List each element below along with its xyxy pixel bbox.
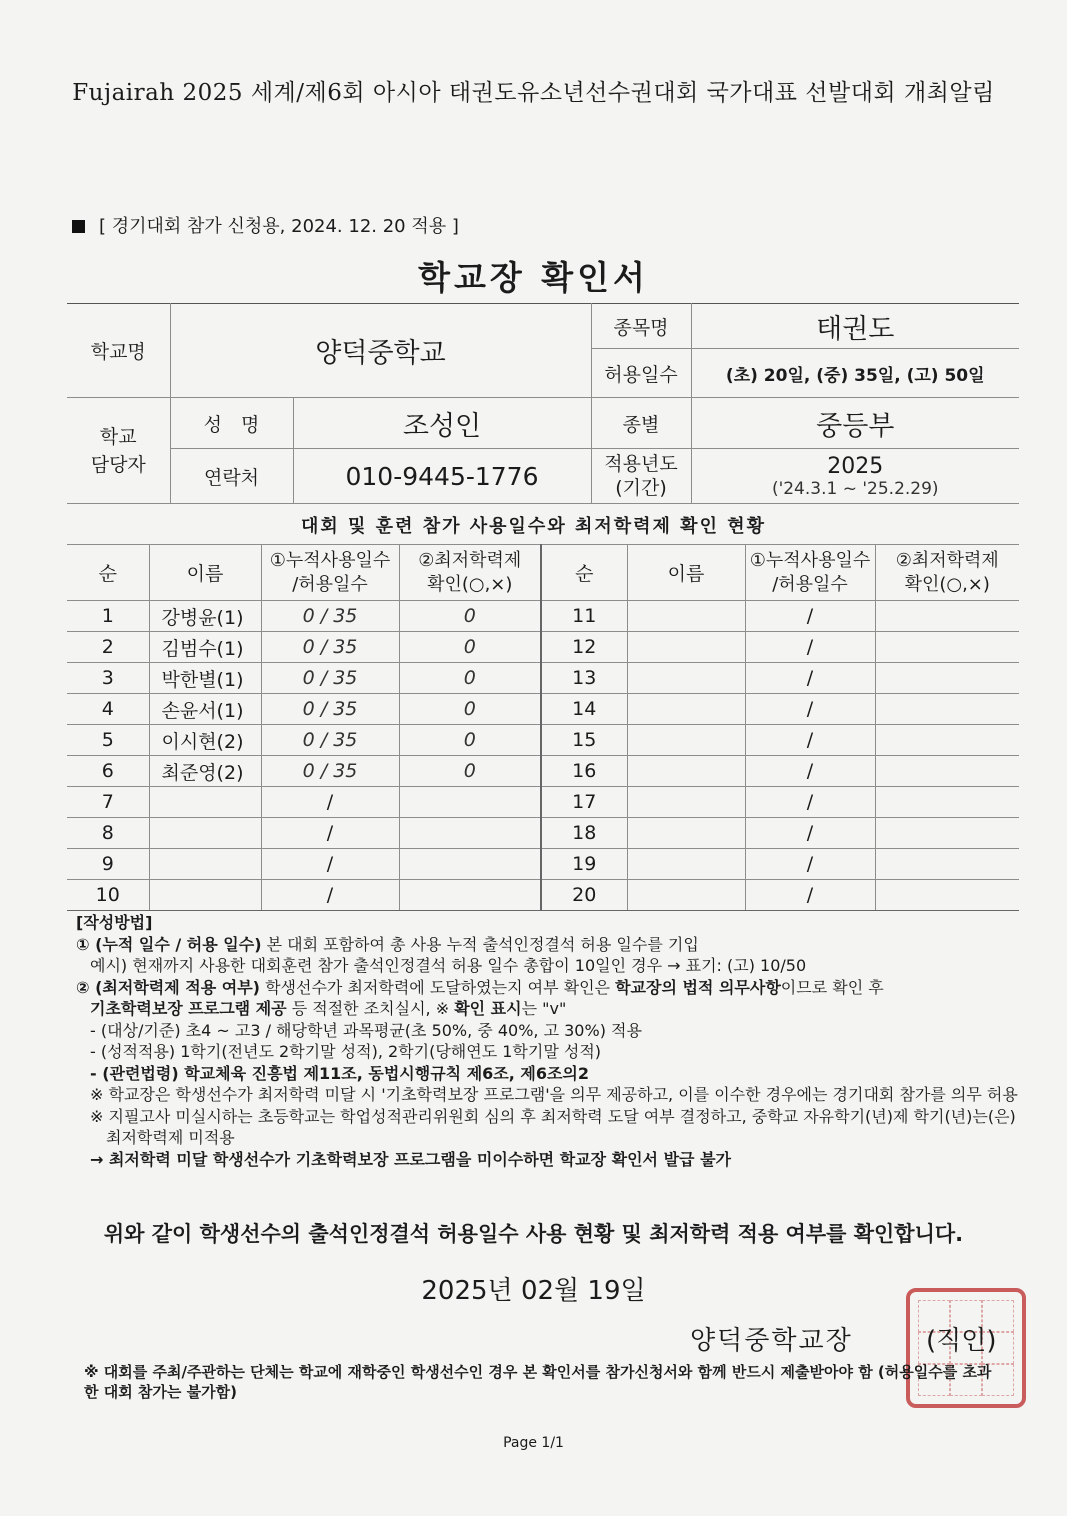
note-2-line2 (76, 998, 1026, 1020)
main-title: 학교장 확인서 (418, 258, 649, 297)
seal-label: (직인) (926, 1326, 997, 1356)
row-name-2 (627, 756, 745, 787)
row-days-2: / (745, 880, 875, 911)
contact-label: 연락처 (170, 449, 293, 504)
note-4: ※ 지필고사 미실시하는 초등학교는 학업성적관리위원회 심의 후 최저학력 도달 여부 결정하고, 중학교 자유학기(년)제 학기(년)는(은) 최저학력제 미적용 (90, 1106, 1016, 1147)
name-label: 성 명 (170, 398, 293, 449)
row-days: / (261, 880, 399, 911)
row-no: 7 (67, 787, 149, 818)
row-no-2: 19 (541, 849, 627, 880)
row-name: 손윤서(1) (149, 694, 261, 725)
row-name-2 (627, 787, 745, 818)
row-no-2: 17 (541, 787, 627, 818)
table-row (67, 880, 1019, 911)
note-2-program: 기초학력보장 프로그램 제공 (90, 999, 287, 1018)
row-check-2 (875, 601, 1019, 632)
form-tag (72, 212, 459, 238)
row-no: 3 (67, 663, 149, 694)
table-row (67, 663, 1019, 694)
note-2-text-a: 학생선수가 최저학력에 도달하였는지 여부 확인은 (260, 977, 616, 997)
row-no: 8 (67, 818, 149, 849)
row-no-2: 13 (541, 663, 627, 694)
note-target: - (대상/기준) 초4 ~ 고3 / 해당학년 과목평균(초 50%, 중 40%, 고 30%) 적용 (90, 1020, 642, 1040)
row-check (399, 849, 541, 880)
row-days: 0 / 35 (261, 632, 399, 663)
manager-label: 학교 담당자 (67, 398, 170, 504)
info-table (67, 303, 1019, 504)
name-value: 조성인 (293, 398, 591, 449)
row-check-2 (875, 694, 1019, 725)
row-no: 1 (67, 601, 149, 632)
issue-date: 2025년 02월 19일 (421, 1276, 646, 1306)
row-no-2: 12 (541, 632, 627, 663)
row-no-2: 14 (541, 694, 627, 725)
category-value: 중등부 (691, 398, 1019, 449)
row-name-2 (627, 694, 745, 725)
header-days-2: ①누적사용일수 /허용일수 (745, 545, 875, 601)
sport-value: 태권도 (691, 304, 1019, 349)
row-check-2 (875, 663, 1019, 694)
note-2-bold: ② (최저학력제 적용 여부) (76, 977, 260, 997)
table-row (67, 725, 1019, 756)
row-no: 4 (67, 694, 149, 725)
table-row (67, 818, 1019, 849)
row-name (149, 818, 261, 849)
allowed-value: (초) 20일, (중) 35일, (고) 50일 (691, 349, 1019, 398)
allowed-label: 허용일수 (591, 349, 691, 398)
school-value: 양덕중학교 (170, 304, 591, 398)
row-check-2 (875, 880, 1019, 911)
category-label: 종별 (591, 398, 691, 449)
principal-signature: 양덕중학교장 (690, 1326, 853, 1356)
row-no: 6 (67, 756, 149, 787)
row-days-2: / (745, 694, 875, 725)
header-name-2: 이름 (627, 545, 745, 601)
row-no: 9 (67, 849, 149, 880)
contact-value: 010-9445-1776 (293, 449, 591, 504)
document-header-title: Fujairah 2025 세계/제6회 아시아 태권도유소년선수권대회 국가대표 선발대회 개최알림 (72, 80, 995, 106)
row-name (149, 849, 261, 880)
note-2 (76, 977, 1026, 999)
row-name: 이시현(2) (149, 725, 261, 756)
header-check: ②최저학력제 확인(○,×) (399, 545, 541, 601)
note-grade: - (성적적용) 1학기(전년도 2학기말 성적), 2학기(당해연도 1학기말 성적) (90, 1042, 602, 1061)
row-name: 박한별(1) (149, 663, 261, 694)
row-days: 0 / 35 (261, 663, 399, 694)
header-no: 순 (67, 545, 149, 601)
row-no-2: 15 (541, 725, 627, 756)
header-name: 이름 (149, 545, 261, 601)
row-days-2: / (745, 725, 875, 756)
row-no-2: 11 (541, 601, 627, 632)
row-check: 0 (399, 756, 541, 787)
table-row (67, 632, 1019, 663)
year-label: 적용년도 (기간) (591, 449, 691, 504)
note-law: - (관련법령) 학교체육 진흥법 제11조, 동법시행규칙 제6조, 제6조의2 (90, 1063, 590, 1083)
page-number: Page 1/1 (503, 1435, 564, 1451)
row-no-2: 20 (541, 880, 627, 911)
instructions (76, 912, 1026, 1170)
note-2-legal-duty: 학교장의 법적 의무사항 (615, 977, 781, 997)
row-check: 0 (399, 601, 541, 632)
row-days-2: / (745, 849, 875, 880)
row-check (399, 787, 541, 818)
row-check-2 (875, 849, 1019, 880)
row-check-2 (875, 725, 1019, 756)
row-days: / (261, 787, 399, 818)
row-days-2: / (745, 818, 875, 849)
year-cell (691, 449, 1019, 504)
table-row (67, 756, 1019, 787)
row-name-2 (627, 601, 745, 632)
note-1-bold: ① (누적 일수 / 허용 일수) (76, 934, 262, 954)
row-no: 5 (67, 725, 149, 756)
row-days-2: / (745, 756, 875, 787)
row-days: / (261, 818, 399, 849)
note-2-text-c: 이므로 확인 후 (780, 977, 884, 997)
sport-label: 종목명 (591, 304, 691, 349)
header-days: ①누적사용일수 /허용일수 (261, 545, 399, 601)
row-check: 0 (399, 632, 541, 663)
roster-table (67, 544, 1019, 911)
row-days: 0 / 35 (261, 601, 399, 632)
confirmation-statement: 위와 같이 학생선수의 출석인정결석 허용일수 사용 현황 및 최저학력 적용 여부를 확인합니다. (103, 1222, 964, 1246)
footnote: ※ 대회를 주최/주관하는 단체는 학교에 재학중인 학생선수인 경우 본 확인서를 참가신청서와 함께 반드시 제출받아야 함 (허용일수를 초과한 대회 참가는 불가함) (84, 1363, 992, 1401)
table-row (67, 694, 1019, 725)
row-name-2 (627, 632, 745, 663)
row-name: 강병윤(1) (149, 601, 261, 632)
row-days: 0 / 35 (261, 725, 399, 756)
row-check (399, 818, 541, 849)
row-check: 0 (399, 725, 541, 756)
row-days-2: / (745, 632, 875, 663)
year-value: 2025 (827, 453, 884, 479)
row-name-2 (627, 818, 745, 849)
form-tag-text: [ 경기대회 참가 신청용, 2024. 12. 20 적용 ] (99, 216, 459, 237)
row-no: 2 (67, 632, 149, 663)
instructions-title: [작성방법] (76, 913, 153, 932)
row-check-2 (875, 632, 1019, 663)
school-label: 학교명 (67, 304, 170, 398)
row-check-2 (875, 756, 1019, 787)
row-days: 0 / 35 (261, 694, 399, 725)
table-row (67, 787, 1019, 818)
row-name (149, 787, 261, 818)
row-days: 0 / 35 (261, 756, 399, 787)
note-1-text: 본 대회 포함하여 총 사용 누적 출석인정결석 허용 일수를 기입 (261, 934, 699, 954)
table-row (67, 601, 1019, 632)
row-days-2: / (745, 663, 875, 694)
row-check-2 (875, 787, 1019, 818)
note-1 (76, 934, 1026, 956)
square-bullet-icon (72, 220, 85, 233)
row-days-2: / (745, 601, 875, 632)
year-period: ('24.3.1 ~ '25.2.29) (771, 478, 939, 499)
row-check (399, 880, 541, 911)
row-no-2: 16 (541, 756, 627, 787)
row-name-2 (627, 849, 745, 880)
row-name-2 (627, 663, 745, 694)
note-2-mark: 확인 표시 (454, 999, 522, 1018)
row-days: / (261, 849, 399, 880)
table-row (67, 849, 1019, 880)
header-no-2: 순 (541, 545, 627, 601)
note-2-line2-a: 등 적절한 조치실시, ※ (286, 999, 455, 1018)
note-2-line2-c: 는 "v" (521, 999, 567, 1018)
note-3: ※ 학교장은 학생선수가 최저학력 미달 시 '기초학력보장 프로그램'을 의무 제공하고, 이를 이수한 경우에는 경기대회 참가를 의무 허용 (90, 1085, 1018, 1104)
row-check: 0 (399, 663, 541, 694)
row-no-2: 18 (541, 818, 627, 849)
row-check: 0 (399, 694, 541, 725)
note-1-example: 예시) 현재까지 사용한 대회훈련 참가 출석인정결석 허용 일수 총합이 10일인 경우 → 표기: (고) 10/50 (90, 956, 807, 975)
row-name-2 (627, 880, 745, 911)
section-heading: 대회 및 훈련 참가 사용일수와 최저학력제 확인 현황 (300, 516, 766, 537)
row-no: 10 (67, 880, 149, 911)
row-name-2 (627, 725, 745, 756)
row-check-2 (875, 818, 1019, 849)
row-name: 최준영(2) (149, 756, 261, 787)
row-name: 김범수(1) (149, 632, 261, 663)
row-name (149, 880, 261, 911)
row-days-2: / (745, 787, 875, 818)
note-5: → 최저학력 미달 학생선수가 기초학력보장 프로그램을 미이수하면 학교장 확인서 발급 불가 (90, 1149, 731, 1169)
header-check-2: ②최저학력제 확인(○,×) (875, 545, 1019, 601)
